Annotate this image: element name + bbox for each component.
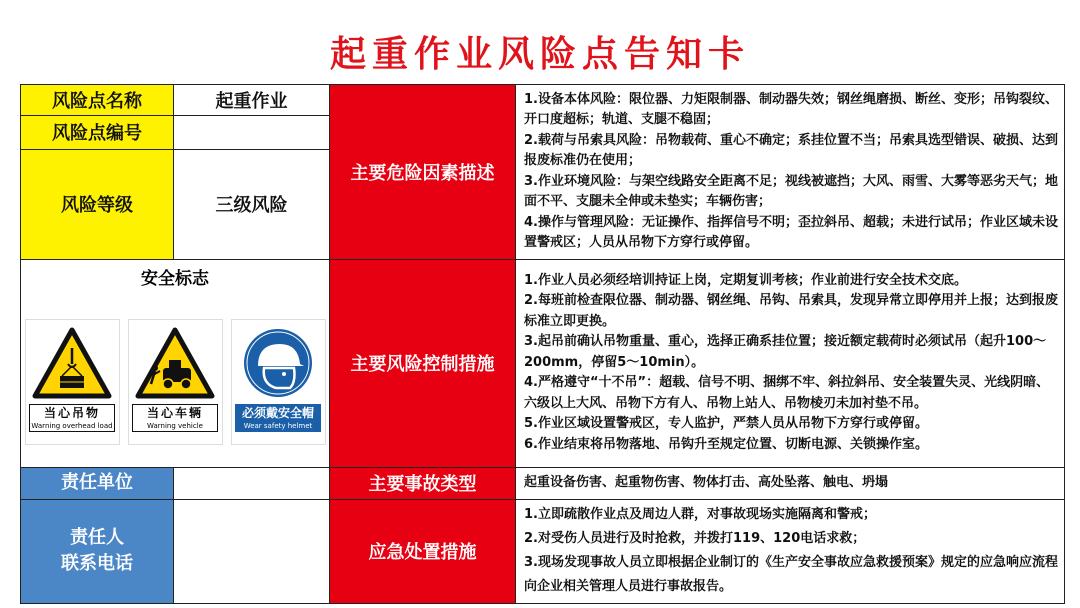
contact-label-person: 责任人 xyxy=(70,527,124,549)
overhead-load-sign xyxy=(25,319,120,445)
vehicle-warning-icon xyxy=(135,326,215,400)
page-title: 起重作业风险点告知卡 xyxy=(329,34,750,75)
risk-name-value: 起重作业 xyxy=(174,85,330,116)
control-line: 4.严格遵守“十不吊”：超载、信号不明、捆绑不牢、斜拉斜吊、安全装置失灵、光线阴暗、六级以上大风、吊物下方有人、吊物上站人、吊物棱刃未加衬垫不吊。 xyxy=(524,375,1050,411)
emergency-line: 2.对受伤人员进行及时抢救，并拨打119、120电话求救； xyxy=(524,531,866,547)
hazards-label: 主要危险因素描述 xyxy=(330,85,516,260)
overhead-load-warning-icon xyxy=(32,326,112,400)
accidents-description: 起重设备伤害、起重物伤害、物体打击、高处坠落、触电、坍塌 xyxy=(516,467,1065,499)
risk-number-label: 风险点编号 xyxy=(21,116,174,149)
emergency-line: 1.立即疏散作业点及周边人群，对事故现场实施隔离和警戒； xyxy=(524,507,876,523)
helmet-plate xyxy=(235,404,321,432)
emergency-label: 应急处置措施 xyxy=(330,499,516,603)
controls-label: 主要风险控制措施 xyxy=(330,259,516,467)
responsible-unit-value xyxy=(174,467,330,499)
hazard-line: 1.设备本体风险：限位器、力矩限制器、制动器失效；钢丝绳磨损、断丝、变形；吊钩裂纹、开口度超标；轨道、支腿不稳固； xyxy=(524,91,1058,128)
contact-label-phone: 联系电话 xyxy=(61,553,133,575)
overhead-load-plate xyxy=(29,404,115,432)
hazard-line: 4.操作与管理风险：无证操作、指挥信号不明；歪拉斜吊、超载；未进行试吊；作业区域未设置警戒区；人员从吊物下方穿行或停留。 xyxy=(524,214,1058,251)
control-line: 3.起吊前确认吊物重量、重心，选择正确系挂位置；接近额定载荷时必须试吊（起升100～200mm，停留5～10min）。 xyxy=(524,334,1047,370)
contact-label xyxy=(21,499,174,603)
hazards-description xyxy=(516,85,1065,260)
risk-name-label: 风险点名称 xyxy=(21,85,174,116)
emergency-description xyxy=(516,499,1065,603)
sign-label-en: Warning vehicle xyxy=(147,421,203,430)
sign-label-cn: 当心车辆 xyxy=(146,405,203,420)
risk-level-value: 三级风险 xyxy=(174,149,330,259)
control-line: 5.作业区域设置警戒区，专人监护，严禁人员从吊物下方穿行或停留。 xyxy=(524,416,928,432)
vehicle-plate xyxy=(132,404,218,432)
hazard-line: 3.作业环境风险：与架空线路安全距离不足；视线被遮挡；大风、雨雪、大雾等恶劣天气；地面不平、支腿未全伸或未垫实；车辆伤害； xyxy=(524,173,1058,210)
control-line: 6.作业结束将吊物落地、吊钩升至规定位置、切断电源、关锁操作室。 xyxy=(524,436,928,452)
sign-label-cn: 当心吊物 xyxy=(43,405,100,420)
control-line: 2.每班前检查限位器、制动器、钢丝绳、吊钩、吊索具，发现异常立即停用并上报；达到报废标准立即更换。 xyxy=(524,293,1058,329)
controls-description xyxy=(516,259,1065,467)
helmet-mandatory-icon xyxy=(238,326,318,400)
accidents-label: 主要事故类型 xyxy=(330,467,516,499)
responsible-unit-label: 责任单位 xyxy=(21,467,174,499)
risk-number-value xyxy=(174,116,330,149)
emergency-line: 3.现场发现事故人员立即根据企业制订的《生产安全事故应急救援预案》规定的应急响应流程向企业相关管理人员进行事故报告。 xyxy=(524,555,1058,595)
safety-signs-row xyxy=(21,319,329,445)
safety-signs-title: 安全标志 xyxy=(141,268,209,289)
contact-value xyxy=(174,499,330,603)
risk-card-table xyxy=(20,84,1065,604)
sign-label-cn: 必须戴安全帽 xyxy=(241,405,314,420)
safety-signs-cell xyxy=(21,259,330,467)
sign-label-en: Warning overhead load xyxy=(31,421,113,430)
vehicle-sign xyxy=(128,319,223,445)
control-line: 1.作业人员必须经培训持证上岗，定期复训考核；作业前进行安全技术交底。 xyxy=(524,272,967,288)
hazard-line: 2.载荷与吊索具风险：吊物载荷、重心不确定；系挂位置不当；吊索具选型错误、破损、达到报废标准仍在使用； xyxy=(524,132,1058,169)
risk-level-label: 风险等级 xyxy=(21,149,174,259)
helmet-sign xyxy=(231,319,326,445)
sign-label-en: Wear safety helmet xyxy=(243,421,313,430)
